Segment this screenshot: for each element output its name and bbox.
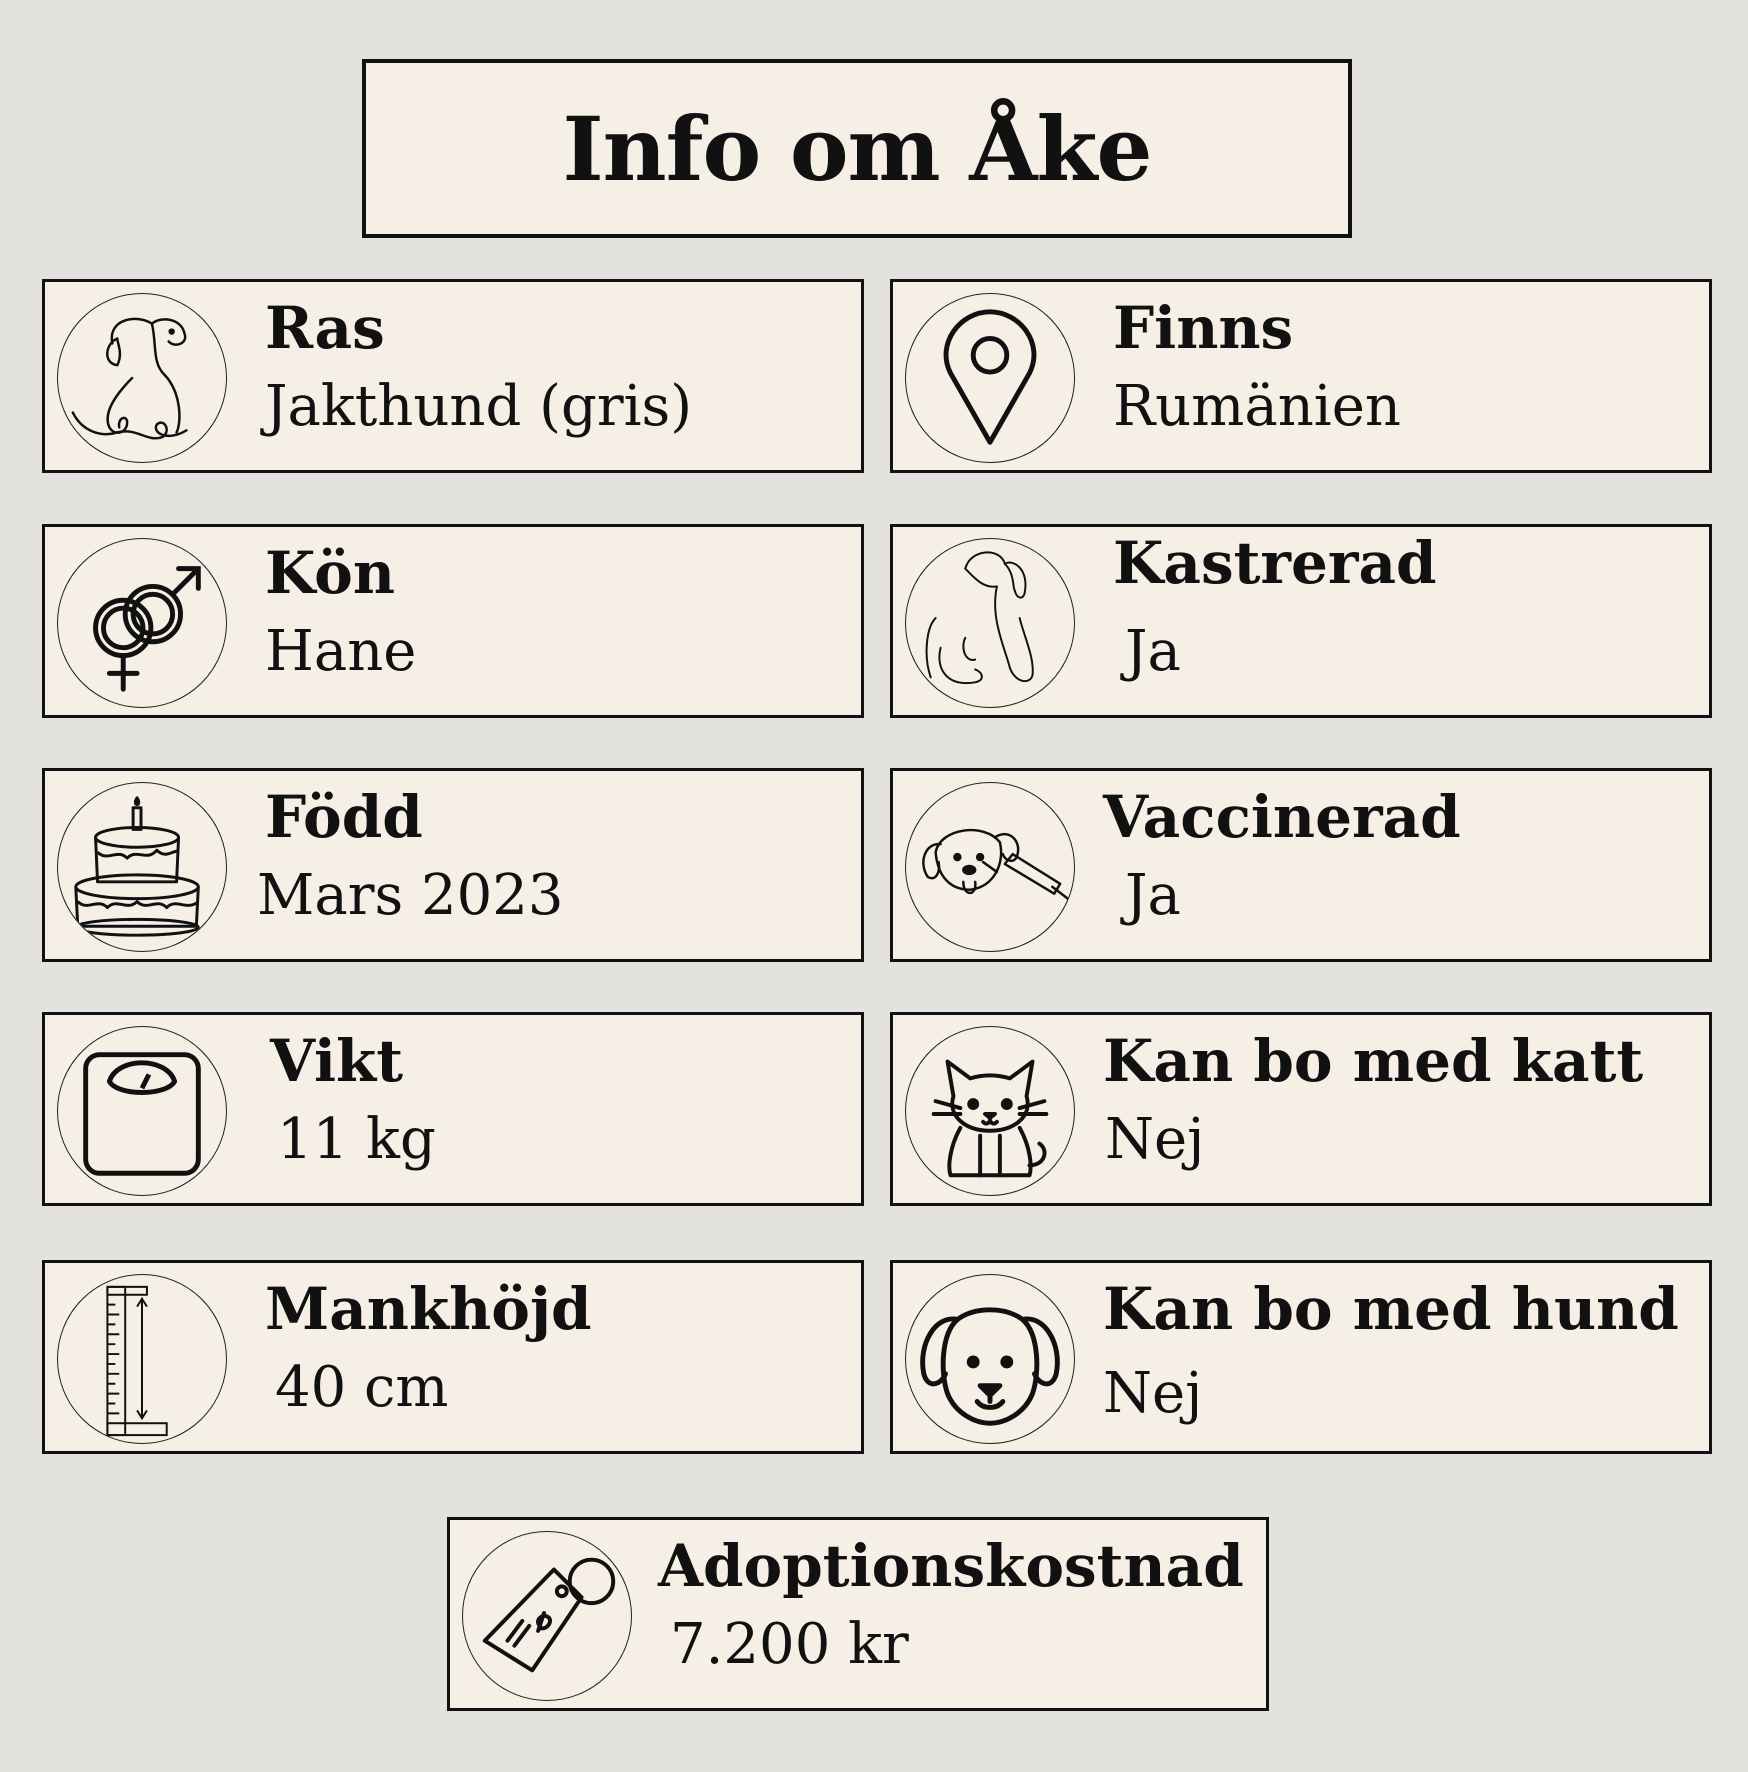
card-label: Finns <box>1113 294 1294 362</box>
card-label: Adoptionskostnad <box>658 1532 1244 1600</box>
card-value: Ja <box>1125 863 1181 928</box>
card-adoptionskostnad <box>447 1517 1269 1711</box>
price-tag-icon <box>462 1531 632 1701</box>
card-kon <box>42 524 864 718</box>
card-value: Mars 2023 <box>257 863 564 928</box>
card-label: Född <box>265 783 423 851</box>
dog-face-icon <box>905 1274 1075 1444</box>
card-mankhojd <box>42 1260 864 1454</box>
scale-icon <box>57 1026 227 1196</box>
card-fodd <box>42 768 864 962</box>
card-kastrerad <box>890 524 1712 718</box>
card-value: Nej <box>1105 1107 1205 1172</box>
gender-symbols-icon <box>57 538 227 708</box>
card-value: Rumänien <box>1113 374 1401 439</box>
card-label: Kastrerad <box>1113 529 1437 597</box>
card-label: Ras <box>265 294 385 362</box>
card-label: Mankhöjd <box>265 1275 592 1343</box>
card-value: 40 cm <box>275 1355 449 1420</box>
location-pin-icon <box>905 293 1075 463</box>
sitting-dog-icon <box>905 538 1075 708</box>
card-vaccinerad <box>890 768 1712 962</box>
card-vikt <box>42 1012 864 1206</box>
card-label: Kön <box>265 539 395 607</box>
card-value: Nej <box>1103 1361 1203 1426</box>
card-value: Hane <box>265 619 417 684</box>
cat-icon <box>905 1026 1075 1196</box>
dog-syringe-icon <box>905 782 1075 952</box>
card-label: Kan bo med katt <box>1103 1027 1644 1095</box>
birthday-cake-icon <box>57 782 227 952</box>
card-finns <box>890 279 1712 473</box>
card-label: Vaccinerad <box>1103 783 1461 851</box>
card-value: 7.200 kr <box>670 1612 909 1677</box>
card-value: Ja <box>1125 619 1181 684</box>
title-box <box>362 59 1352 238</box>
page-title: Info om Åke <box>562 96 1152 201</box>
dog-line-drawing-icon <box>57 293 227 463</box>
card-value: 11 kg <box>277 1107 436 1172</box>
card-label: Vikt <box>270 1027 403 1095</box>
height-ruler-icon <box>57 1274 227 1444</box>
card-katt <box>890 1012 1712 1206</box>
card-value: Jakthund (gris) <box>265 374 693 439</box>
card-ras <box>42 279 864 473</box>
card-hund <box>890 1260 1712 1454</box>
card-label: Kan bo med hund <box>1103 1275 1679 1343</box>
